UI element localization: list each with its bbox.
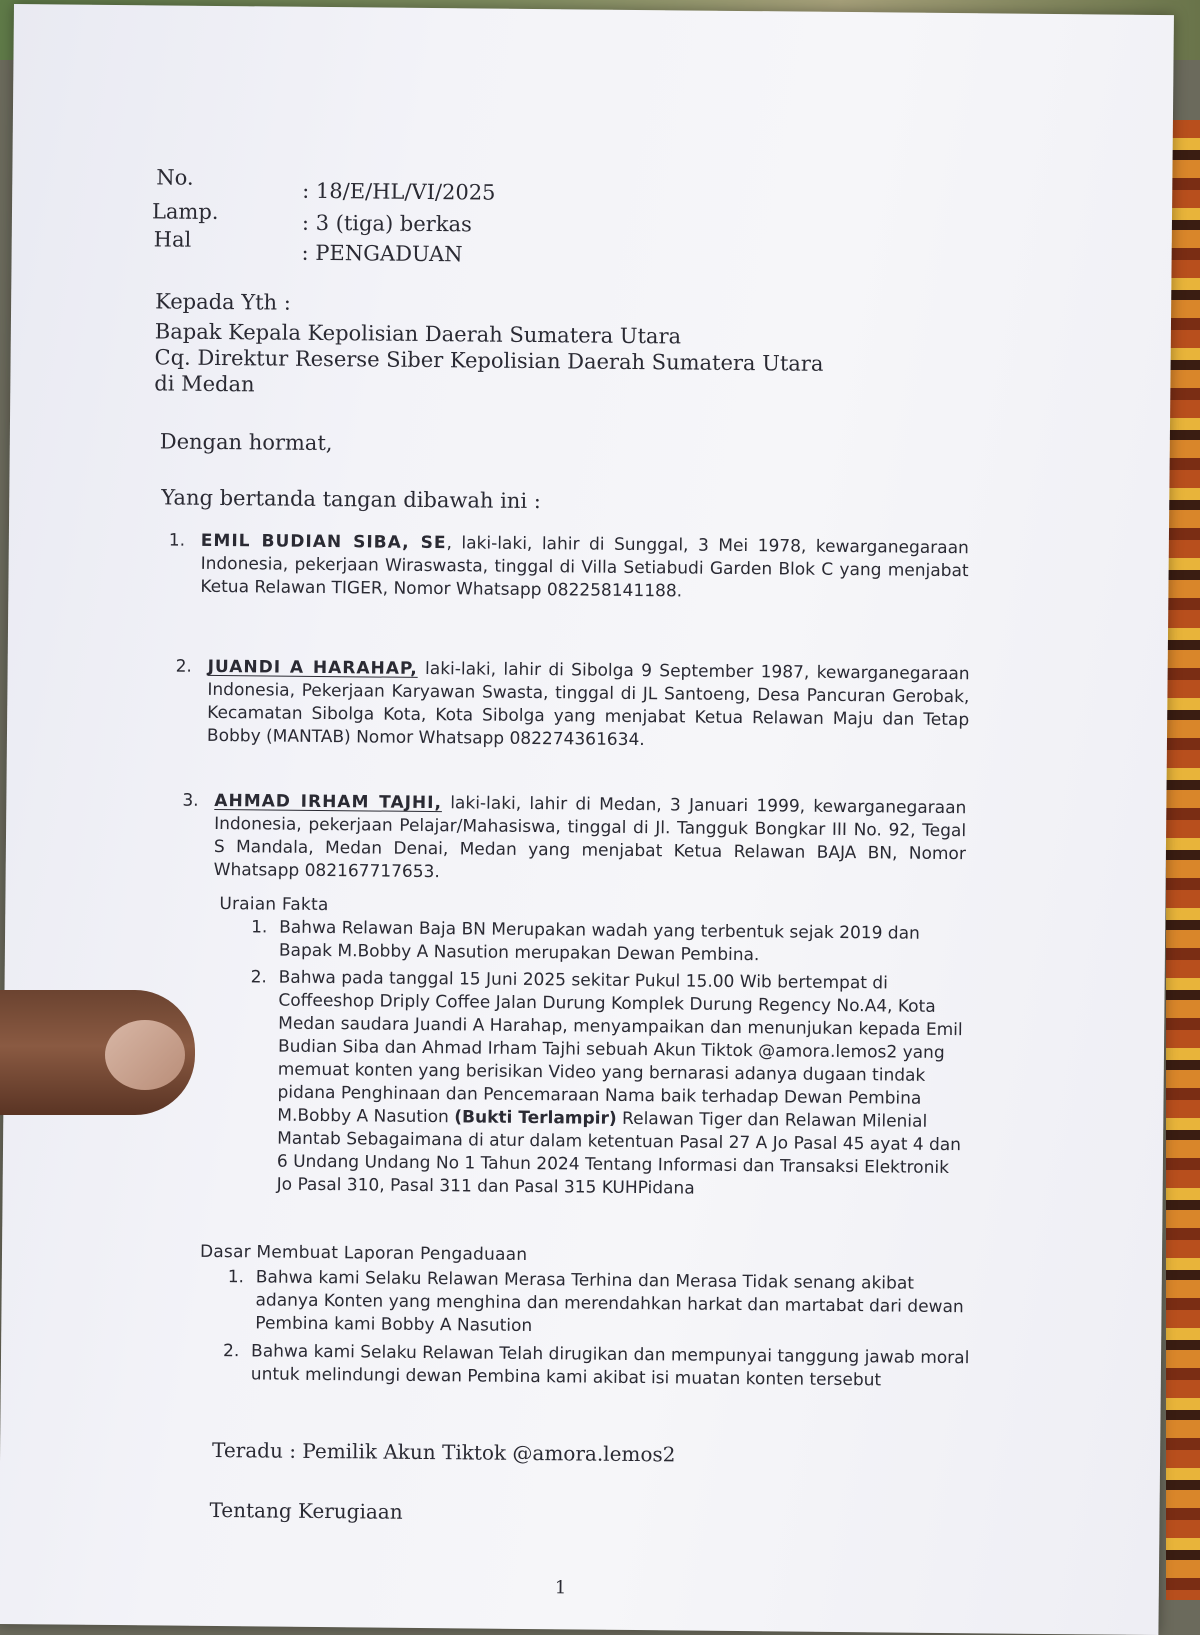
batik-fabric-background <box>1166 120 1200 1600</box>
hand-thumb <box>0 990 195 1115</box>
uraian-item-2 <box>250 967 969 1204</box>
signatory-number: 3. <box>182 790 199 811</box>
uraian-text: Bahwa Relawan Baja BN Merupakan wadah yang terbentuk sejak 2019 dan Bapak M.Bobby A Nasution merupakan Dewan Pembina. <box>278 917 920 966</box>
dasar-number: 1. <box>227 1267 245 1288</box>
dasar-number: 2. <box>222 1341 240 1362</box>
uraian-text: Bahwa pada tanggal 15 Juni 2025 sekitar Pukul 15.00 Wib bertempat di Coffeeshop Driply Coffee Jalan Durung Komplek Durung Regency No.A4, Kota Medan saudara Juandi A Harahap, menyampaikan dan menunjukan kepada Emil Budian Siba dan Ahmad Irham Tajhi sebuah Akun Tiktok @amora.lemos2 yang memuat konten yang berisikan Video yang bernarasi adanya dugaan tindak pidana Penghinaan dan Pencemaraan Nama baik terhadap Dewan Pembina M.Bobby A Nasution <box>277 967 963 1128</box>
kepada-yth: Kepada Yth : <box>155 289 291 315</box>
bukti-terlampir: (Bukti Terlampir) <box>454 1107 617 1129</box>
dasar-item-2 <box>222 1340 975 1393</box>
recipient-line-1: Bapak Kepala Kepolisian Daerah Sumatera Utara <box>154 319 682 349</box>
teradu-line: Teradu : Pemilik Akun Tiktok @amora.lemos2 <box>212 1437 676 1467</box>
no-value: : 18/E/HL/VI/2025 <box>302 178 496 205</box>
uraian-fakta-title: Uraian Fakta <box>219 894 329 916</box>
uraian-number: 2. <box>250 967 267 988</box>
document-page <box>0 4 1174 1635</box>
tentang-kerugian: Tentang Kerugiaan <box>209 1497 403 1524</box>
lamp-label: Lamp. <box>151 199 219 224</box>
signatory-number: 2. <box>175 656 192 677</box>
greeting: Dengan hormat, <box>159 429 333 456</box>
dasar-item-1 <box>227 1266 976 1342</box>
lamp-value: : 3 (tiga) berkas <box>301 210 472 237</box>
uraian-text-continued: Relawan Tiger dan Relawan Milenial Mantab Sebagaimana di atur dalam ketentuan Pasal 27 A Jo Pasal 45 ayat 4 dan 6 Undang Undang No 1 Tahun 2024 Tentang Informasi dan Transaksi Elektronik Jo Pasal 310, Pasal 311 dan Pasal 315 KUHPidana <box>276 1108 962 1199</box>
signatory-details: laki-laki, lahir di Sibolga 9 September 1987, kewarganegaraan Indonesia, Pekerjaan Karyawan Swasta, tinggal di JL Santoeng, Desa Pancuran Gerobak, Kecamatan Sibolga Kota, Kota Sibolga yang menjabat Ketua Relawan Maju dan Tetap Bobby (MANTAB) Nomor Whatsapp 082274361634. <box>206 658 970 751</box>
uraian-item-1 <box>251 917 969 970</box>
recipient-line-2: Cq. Direktur Reserse Siber Kepolisian Daerah Sumatera Utara <box>154 345 824 376</box>
signatory-name: EMIL BUDIAN SIBA, SE <box>200 530 447 554</box>
signatory-1 <box>168 530 969 606</box>
no-label: No. <box>156 165 194 190</box>
intro-text: Yang bertanda tangan dibawah ini : <box>161 485 541 514</box>
signatory-name: AHMAD IRHAM TAJHI, <box>214 790 443 814</box>
hal-value: : PENGADUAN <box>301 240 463 267</box>
signatory-number: 1. <box>168 530 186 551</box>
dasar-text: Bahwa kami Selaku Relawan Telah dirugikan dan mempunyai tanggung jawab moral untuk melindungi dewan Pembina kami akibat isi muatan konten tersebut <box>250 1341 970 1391</box>
signatory-2 <box>175 656 970 755</box>
recipient-line-3: di Medan <box>154 371 255 397</box>
uraian-number: 1. <box>251 917 268 938</box>
thumbnail-nail <box>105 1020 185 1090</box>
page-number: 1 <box>554 1577 567 1599</box>
dasar-title: Dasar Membuat Laporan Pengaduaan <box>199 1241 528 1265</box>
dasar-text: Bahwa kami Selaku Relawan Merasa Terhina dan Merasa Tidak senang akibat adanya Konten yang menghina dan merendahkan harkat dan martabat dari dewan Pembina kami Bobby A Nasution <box>255 1267 964 1337</box>
signatory-name: JUANDI A HARAHAP, <box>207 656 418 679</box>
signatory-details: , laki-laki, lahir di Sunggal, 3 Mei 1978, kewarganegaraan Indonesia, pekerjaan Wiraswasta, tinggal di Villa Setiabudi Garden Blok C yang menjabat Ketua Relawan TIGER, Nomor Whatsapp 082258141188. <box>200 533 969 602</box>
signatory-details: laki-laki, lahir di Medan, 3 Januari 1999, kewarganegaraan Indonesia, pekerjaan Pelajar/Mahasiswa, tinggal di Jl. Tangguk Bongkar III No. 92, Tegal S Mandala, Medan Denai, Medan yang menjabat Ketua Relawan BAJA BN, Nomor Whatsapp 082167717653. <box>213 793 967 883</box>
signatory-3 <box>182 790 967 889</box>
hal-label: Hal <box>153 227 192 252</box>
